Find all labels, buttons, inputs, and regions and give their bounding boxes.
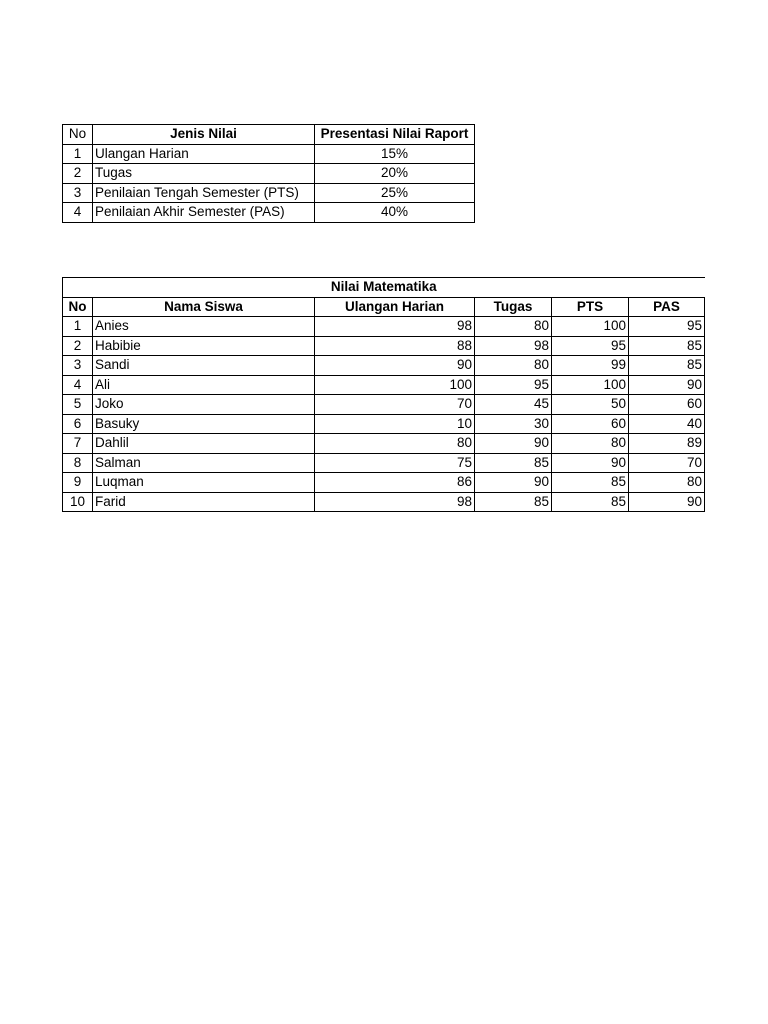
weights-row [63, 203, 475, 223]
weights-cell-jenis: Tugas [93, 164, 315, 184]
grades-cell-pas: 80 [629, 473, 705, 493]
grades-cell-pts: 90 [552, 453, 629, 473]
grades-cell-tugas: 95 [475, 375, 552, 395]
grades-cell-tugas: 30 [475, 414, 552, 434]
grades-cell-tugas: 98 [475, 336, 552, 356]
weights-header-presentasi: Presentasi Nilai Raport [315, 125, 475, 145]
weights-cell-no: 2 [63, 164, 93, 184]
table-row [63, 336, 705, 356]
grades-cell-no: 5 [63, 395, 93, 415]
grades-cell-tugas: 80 [475, 356, 552, 376]
grades-cell-pts: 60 [552, 414, 629, 434]
grades-cell-pts: 85 [552, 492, 629, 512]
weights-header-jenis: Jenis Nilai [93, 125, 315, 145]
weights-cell-no: 3 [63, 183, 93, 203]
table-row [63, 473, 705, 493]
grades-cell-nama: Habibie [93, 336, 315, 356]
weights-cell-jenis: Ulangan Harian [93, 144, 315, 164]
grades-header-pts: PTS [552, 297, 629, 317]
weights-row [63, 183, 475, 203]
grades-cell-pas: 90 [629, 375, 705, 395]
grades-cell-pas: 90 [629, 492, 705, 512]
grades-cell-pas: 95 [629, 317, 705, 337]
grades-cell-no: 7 [63, 434, 93, 454]
grades-cell-tugas: 85 [475, 453, 552, 473]
weights-row [63, 164, 475, 184]
grades-cell-nama: Joko [93, 395, 315, 415]
grades-cell-no: 6 [63, 414, 93, 434]
grades-cell-pts: 85 [552, 473, 629, 493]
grades-cell-tugas: 80 [475, 317, 552, 337]
weights-cell-presentasi: 25% [315, 183, 475, 203]
grades-cell-no: 4 [63, 375, 93, 395]
grades-cell-uh: 70 [315, 395, 475, 415]
grades-header-nama: Nama Siswa [93, 297, 315, 317]
grades-cell-pas: 40 [629, 414, 705, 434]
table-row [63, 414, 705, 434]
grades-cell-pts: 99 [552, 356, 629, 376]
weights-cell-jenis: Penilaian Akhir Semester (PAS) [93, 203, 315, 223]
table-row [63, 395, 705, 415]
grade-weights-table [62, 124, 475, 223]
weights-cell-no: 4 [63, 203, 93, 223]
grades-cell-pts: 100 [552, 375, 629, 395]
grades-cell-pas: 85 [629, 336, 705, 356]
grades-cell-nama: Ali [93, 375, 315, 395]
table-row [63, 356, 705, 376]
grades-cell-uh: 98 [315, 492, 475, 512]
grades-cell-pas: 89 [629, 434, 705, 454]
grades-cell-nama: Luqman [93, 473, 315, 493]
weights-header-row [63, 125, 475, 145]
grades-header-row [63, 297, 705, 317]
grades-cell-no: 8 [63, 453, 93, 473]
table-row [63, 492, 705, 512]
weights-cell-no: 1 [63, 144, 93, 164]
grades-cell-pas: 70 [629, 453, 705, 473]
grades-header-no: No [63, 297, 93, 317]
weights-cell-presentasi: 15% [315, 144, 475, 164]
grades-header-pas: PAS [629, 297, 705, 317]
grades-cell-tugas: 90 [475, 434, 552, 454]
grades-cell-uh: 10 [315, 414, 475, 434]
grades-header-tugas: Tugas [475, 297, 552, 317]
grades-cell-pts: 95 [552, 336, 629, 356]
grades-cell-nama: Basuky [93, 414, 315, 434]
grades-table-title: Nilai Matematika [63, 278, 705, 298]
grades-cell-pts: 100 [552, 317, 629, 337]
table-row [63, 317, 705, 337]
grades-cell-nama: Salman [93, 453, 315, 473]
grades-cell-uh: 100 [315, 375, 475, 395]
grades-cell-no: 9 [63, 473, 93, 493]
grades-cell-uh: 90 [315, 356, 475, 376]
weights-cell-presentasi: 40% [315, 203, 475, 223]
grades-cell-nama: Farid [93, 492, 315, 512]
weights-row [63, 144, 475, 164]
grades-cell-uh: 80 [315, 434, 475, 454]
grades-cell-uh: 86 [315, 473, 475, 493]
grades-cell-nama: Dahlil [93, 434, 315, 454]
grades-cell-tugas: 90 [475, 473, 552, 493]
weights-header-no: No [63, 125, 93, 145]
grades-cell-nama: Sandi [93, 356, 315, 376]
weights-cell-jenis: Penilaian Tengah Semester (PTS) [93, 183, 315, 203]
grades-cell-uh: 75 [315, 453, 475, 473]
grades-cell-no: 10 [63, 492, 93, 512]
grades-cell-pas: 85 [629, 356, 705, 376]
grades-cell-pts: 80 [552, 434, 629, 454]
grades-cell-no: 1 [63, 317, 93, 337]
math-grades-table [62, 277, 705, 512]
grades-cell-no: 2 [63, 336, 93, 356]
table-row [63, 453, 705, 473]
grades-cell-uh: 88 [315, 336, 475, 356]
grades-cell-no: 3 [63, 356, 93, 376]
grades-cell-tugas: 45 [475, 395, 552, 415]
grades-cell-pts: 50 [552, 395, 629, 415]
grades-cell-nama: Anies [93, 317, 315, 337]
table-row [63, 375, 705, 395]
grades-header-uh: Ulangan Harian [315, 297, 475, 317]
grades-title-row [63, 278, 705, 298]
grades-cell-tugas: 85 [475, 492, 552, 512]
weights-cell-presentasi: 20% [315, 164, 475, 184]
grades-cell-pas: 60 [629, 395, 705, 415]
grades-cell-uh: 98 [315, 317, 475, 337]
table-row [63, 434, 705, 454]
